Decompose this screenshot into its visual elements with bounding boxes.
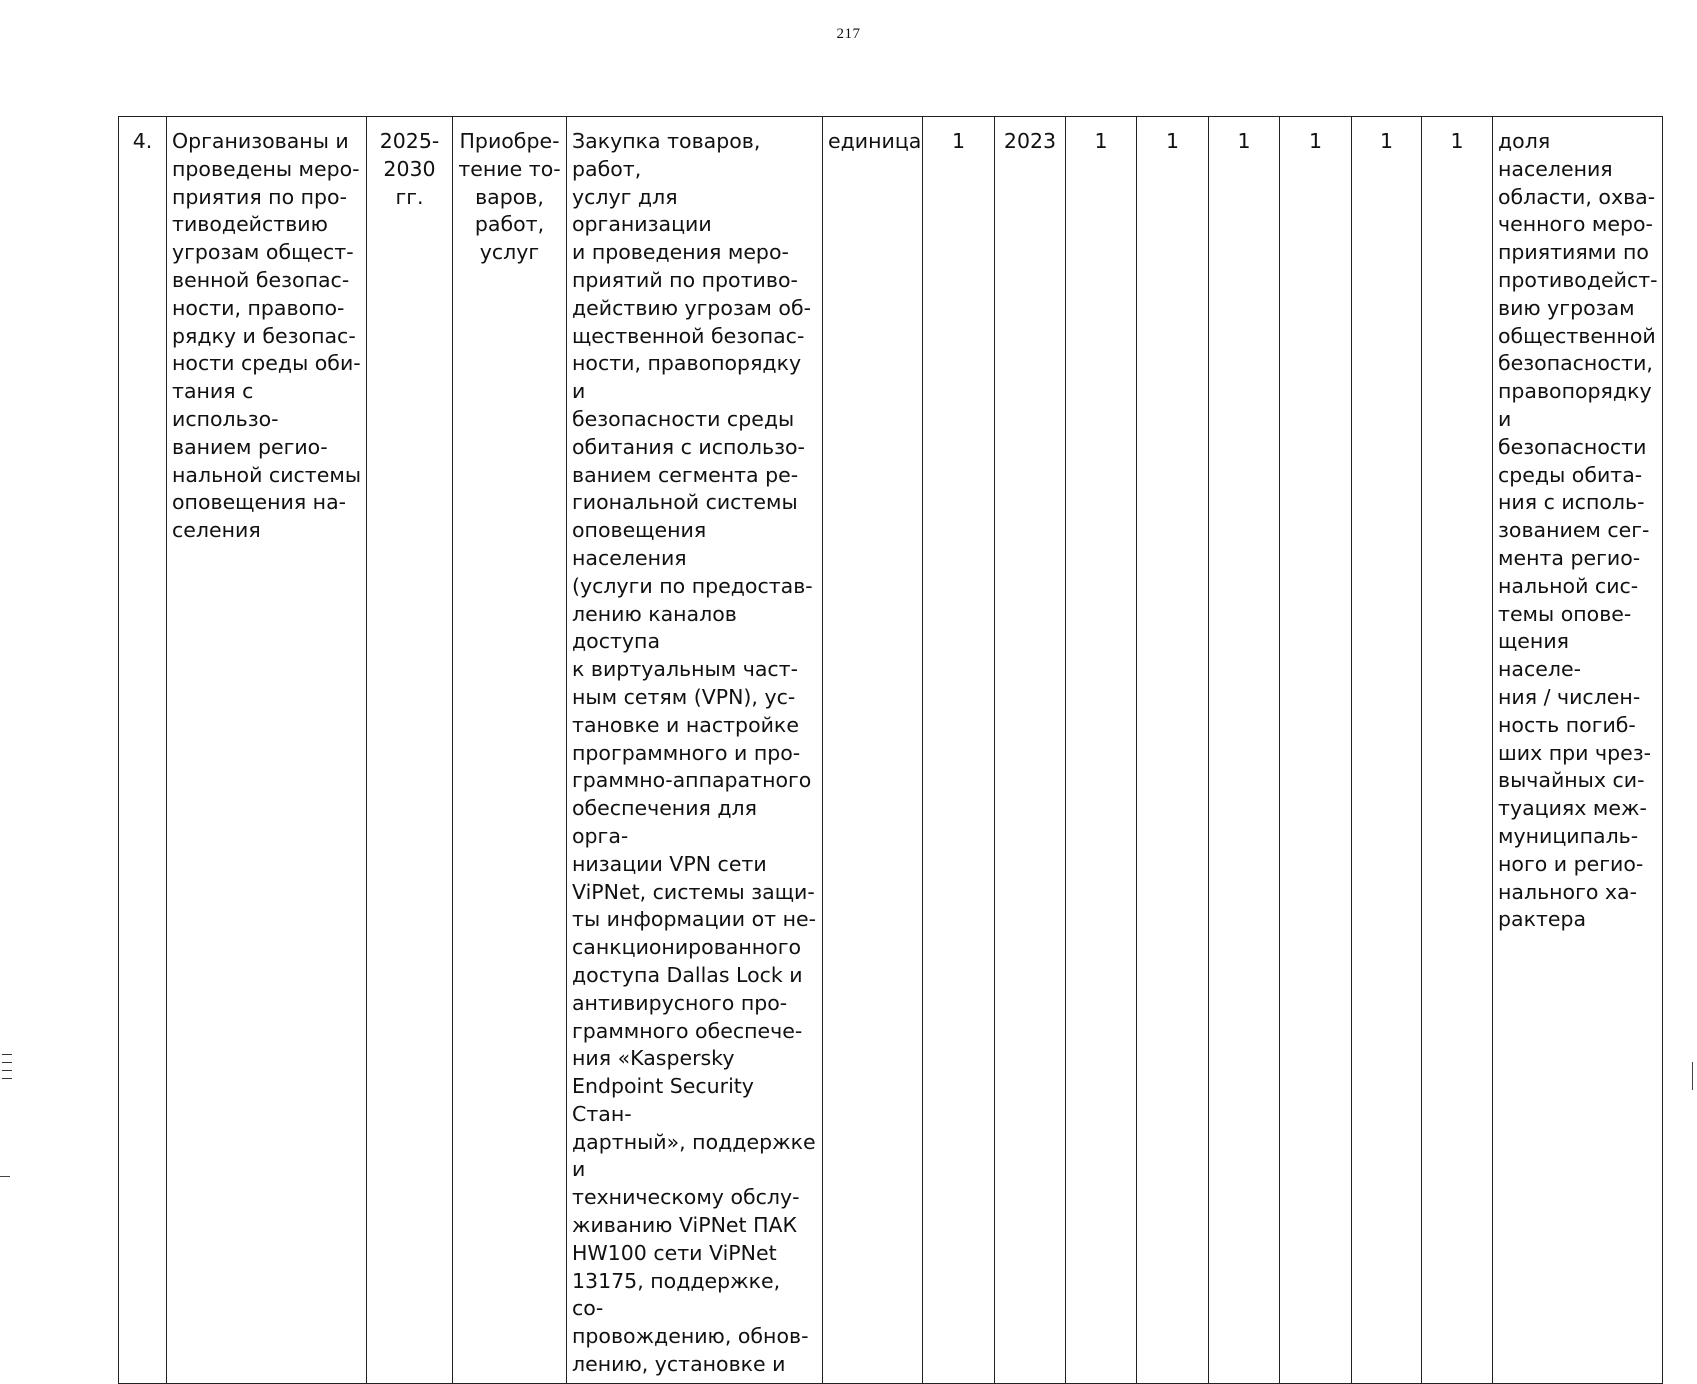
base-value-cell xyxy=(923,117,995,1384)
value-cell xyxy=(1280,117,1352,1384)
value-cell xyxy=(1209,117,1280,1384)
row-number-cell xyxy=(119,117,167,1384)
unit-cell xyxy=(823,117,923,1384)
table-row xyxy=(119,117,1663,1384)
type-cell xyxy=(453,117,567,1384)
value-cell xyxy=(1422,117,1493,1384)
value-2025: 1 xyxy=(1094,129,1108,153)
value-2026: 1 xyxy=(1165,129,1180,153)
scan-margin-mark xyxy=(2,1062,12,1063)
base-year-cell xyxy=(995,117,1066,1384)
value-2029: 1 xyxy=(1379,129,1394,153)
value-cell xyxy=(1352,117,1422,1384)
page-number: 217 xyxy=(836,26,861,42)
row-number: 4. xyxy=(132,129,153,153)
scan-bottom-mark xyxy=(0,1176,10,1177)
scan-margin-mark xyxy=(2,1078,12,1079)
indicator-cell xyxy=(1493,117,1663,1384)
value-2027: 1 xyxy=(1237,129,1251,153)
indicator-text: доля населения области, охва- ченного меро- приятиями по противодейст- вию угрозам общественной безопасности, правопорядку и безопасности среды обита- ния с исполь- зованием сег- мента регио- нальной сис- темы опове- щения населе- ния / числен- ность погиб- ших при чрез- вычайных си- туациях меж- муниципаль- ного и регио- нального ха- рактера xyxy=(1498,129,1658,932)
base-year: 2023 xyxy=(1003,129,1057,153)
value-cell xyxy=(1137,117,1209,1384)
description-text: Закупка товаров, работ, услуг для организации и проведения меро- приятий по противо- действию угрозам об- щественной безопас- ности, правопорядку и безопасности среды обитания с использо- ванием сегмента ре- гиональной системы оповещения населения (услуги по предостав- лению каналов доступа к виртуальным част- ным сетям (VPN), ус- тановке и настройке программного и про- граммно-аппаратного обеспечения для орга- низации VPN сети ViPNet, системы защи- ты информации от не- санкционированного доступа Dallas Lock и антивирусного про- граммного обеспече- ния «Kaspersky Endpoint Security Стан- дартный», поддержке и техническому обслу- живанию ViPNet ПАК HW100 сети ViPNet 13175, поддержке, со- провождению, обнов- лению, установке и xyxy=(572,129,817,1377)
unit-text: единица xyxy=(828,129,922,153)
program-table xyxy=(118,116,1663,1384)
period-cell xyxy=(367,117,453,1384)
description-cell xyxy=(567,117,823,1384)
value-2030: 1 xyxy=(1450,129,1464,153)
type-text: Приобре- тение то- варов, работ, услуг xyxy=(458,129,561,265)
scan-margin-mark xyxy=(2,1070,12,1071)
scan-edge-mark xyxy=(1692,1062,1697,1090)
value-2028: 1 xyxy=(1308,129,1323,153)
period-text: 2025- 2030 гг. xyxy=(379,129,440,209)
base-value: 1 xyxy=(951,129,966,153)
result-cell xyxy=(167,117,367,1384)
value-cell xyxy=(1066,117,1137,1384)
scan-margin-mark xyxy=(2,1054,12,1055)
result-text: Организованы и проведены меро- приятия по про- тиводействию угрозам общест- венной безопас- ности, правопо- рядку и безопас- ности среды оби- тания с использо- ванием регио- нальной системы оповещения на- селения xyxy=(172,129,362,543)
